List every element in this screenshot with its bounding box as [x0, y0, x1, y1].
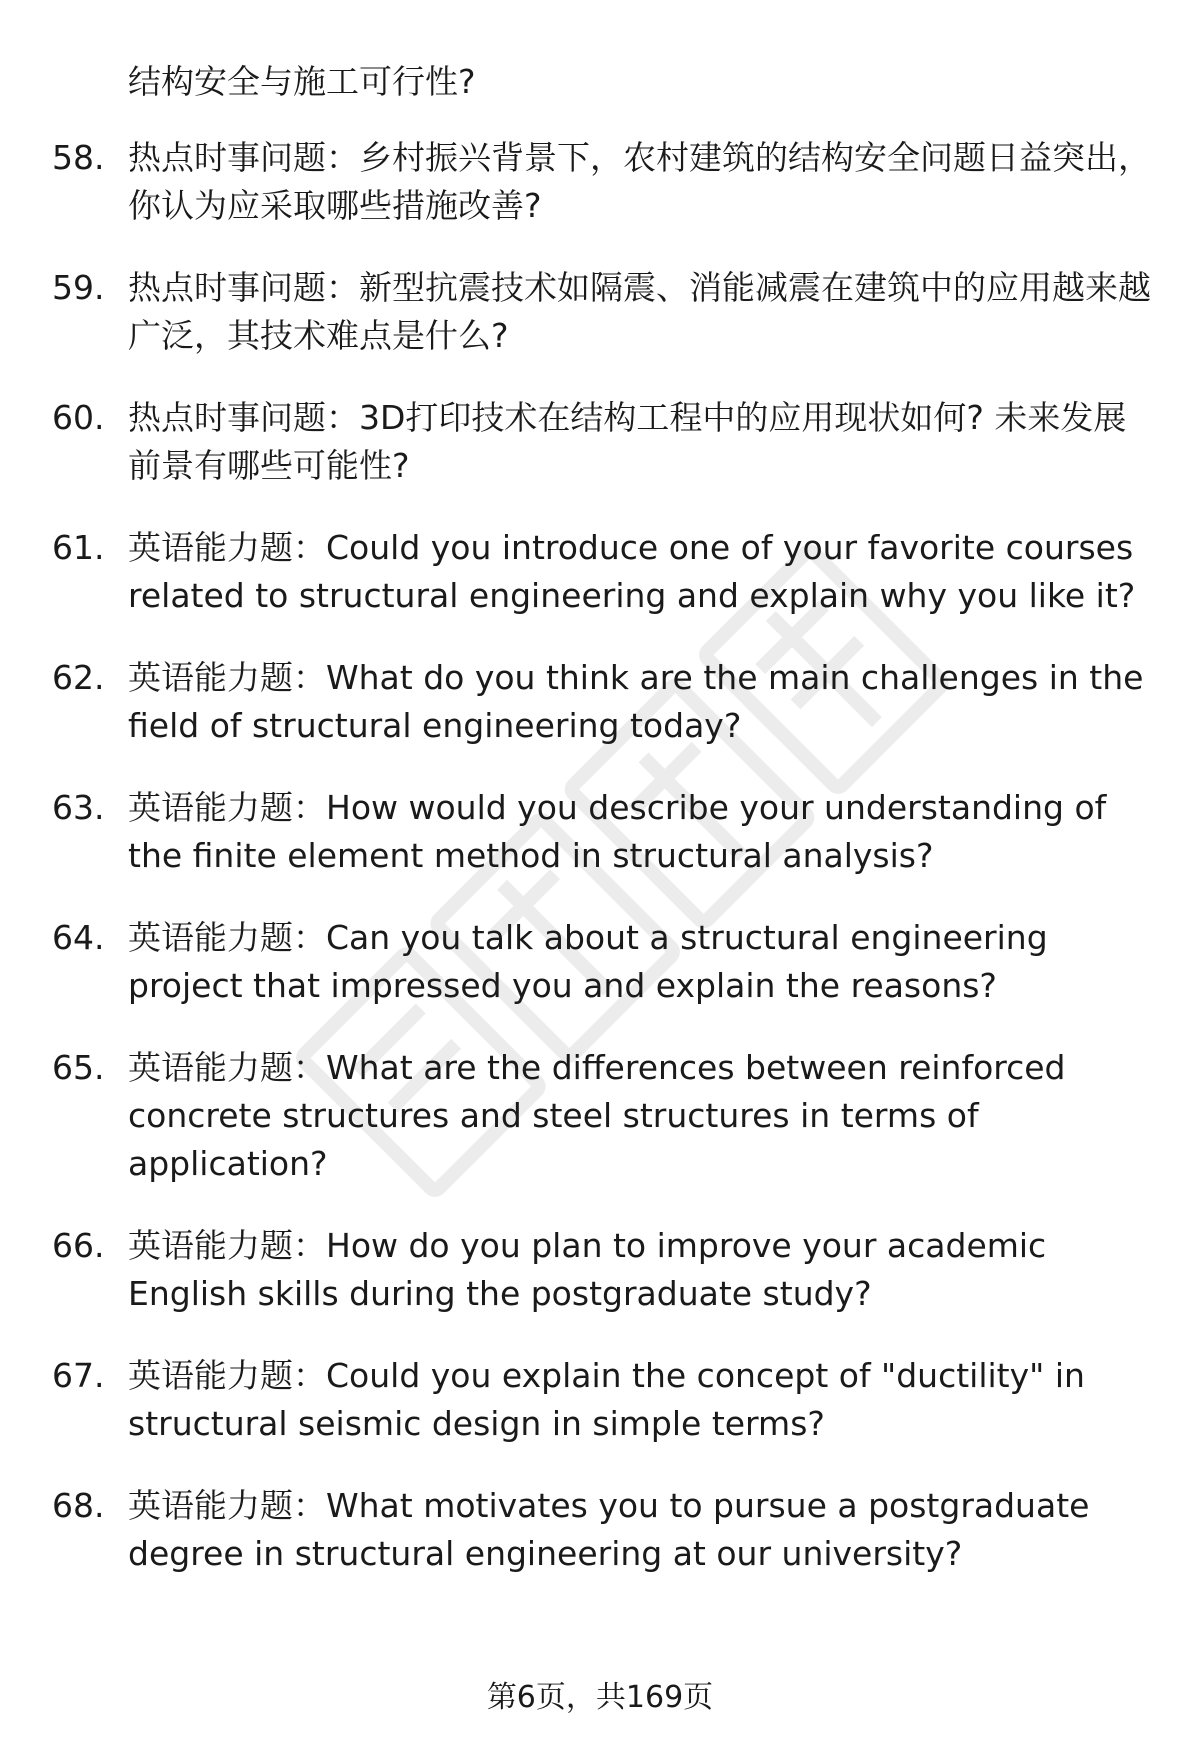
question-text: 英语能力题：Could you explain the concept of "ductility" in structural seismic design in simple terms?	[128, 1356, 1085, 1443]
question-item	[0, 264, 1200, 360]
question-text: 英语能力题：What do you think are the main challenges in the field of structural engineering today?	[128, 658, 1144, 745]
question-list	[0, 134, 1200, 1612]
question-item	[0, 1044, 1200, 1188]
question-item	[0, 1352, 1200, 1448]
question-text: 英语能力题：Can you talk about a structural engineering project that impressed you and explain the reasons?	[128, 918, 1048, 1005]
question-item	[0, 1482, 1200, 1578]
question-item	[0, 524, 1200, 620]
page-footer: 第6页，共169页	[486, 1680, 714, 1715]
question-text: 英语能力题：What are the differences between reinforced concrete structures and steel structures in terms of application?	[128, 1048, 1066, 1183]
question-item	[0, 784, 1200, 880]
question-number: 68.	[52, 1486, 105, 1525]
question-number: 61.	[52, 528, 105, 567]
question-text: 英语能力题：How would you describe your understanding of the finite element method in structural analysis?	[128, 788, 1107, 875]
question-number: 58.	[52, 138, 105, 177]
question-number: 67.	[52, 1356, 105, 1395]
question-text: 热点时事问题：3D打印技术在结构工程中的应用现状如何? 未来发展前景有哪些可能性?	[128, 398, 1127, 485]
question-item	[0, 394, 1200, 490]
question-item	[0, 134, 1200, 230]
question-item	[0, 914, 1200, 1010]
question-item	[0, 654, 1200, 750]
question-text: 热点时事问题：乡村振兴背景下，农村建筑的结构安全问题日益突出，你认为应采取哪些措施改善?	[128, 138, 1151, 225]
continuation-text: 结构安全与施工可行性?	[128, 62, 476, 101]
question-number: 65.	[52, 1048, 105, 1087]
question-item	[0, 1222, 1200, 1318]
question-text: 热点时事问题：新型抗震技术如隔震、消能减震在建筑中的应用越来越广泛，其技术难点是什么?	[128, 268, 1151, 355]
question-number: 66.	[52, 1226, 105, 1265]
question-text: 英语能力题：How do you plan to improve your academic English skills during the postgraduate study?	[128, 1226, 1047, 1313]
question-number: 62.	[52, 658, 105, 697]
question-number: 63.	[52, 788, 105, 827]
question-text: 英语能力题：Could you introduce one of your favorite courses related to structural engineering and explain why you like it?	[128, 528, 1136, 615]
question-number: 64.	[52, 918, 105, 957]
question-number: 59.	[52, 268, 105, 307]
question-text: 英语能力题：What motivates you to pursue a postgraduate degree in structural engineering at our university?	[128, 1486, 1090, 1573]
question-number: 60.	[52, 398, 105, 437]
